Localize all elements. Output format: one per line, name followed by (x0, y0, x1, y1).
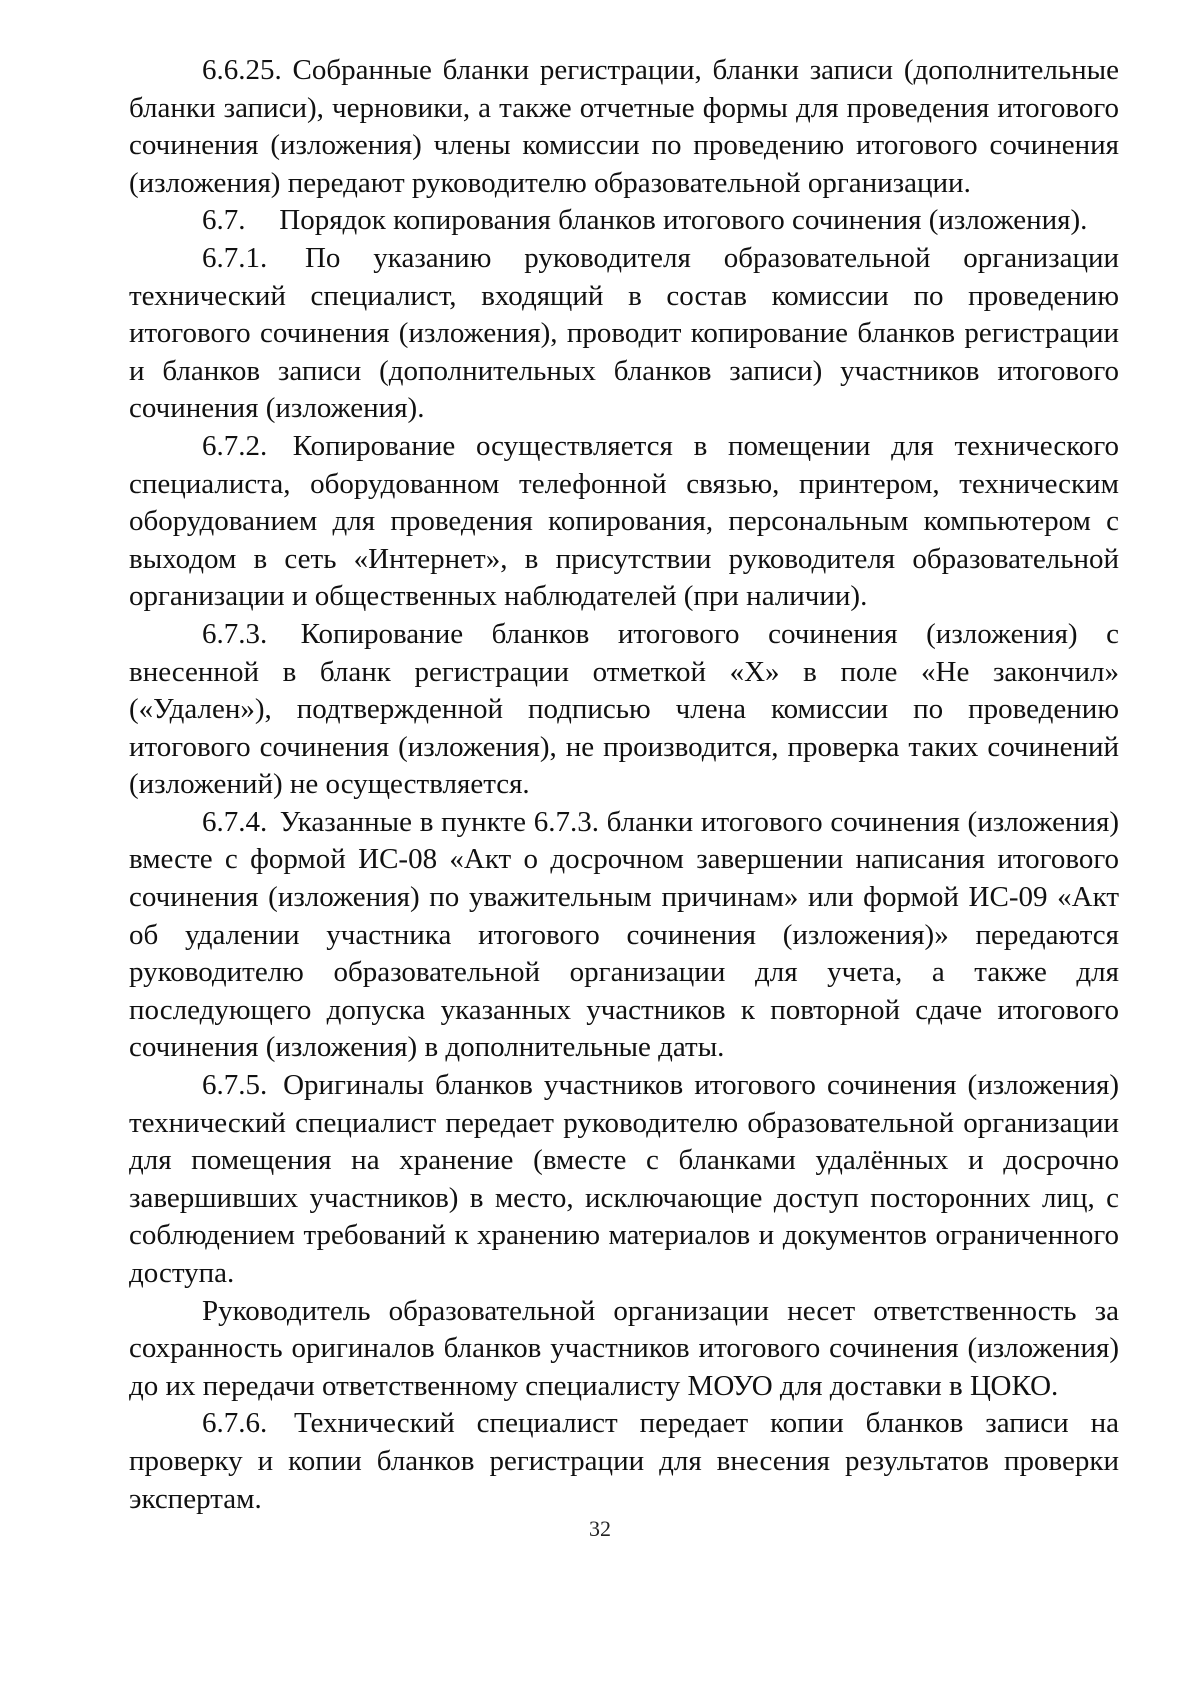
paragraph-6-7-4 (129, 804, 1119, 1067)
paragraph-text: Указанные в пункте 6.7.3. бланки итогового сочинения (изложения) вместе с формой ИС-08 «Акт о досрочном завершении написания итогового сочинения (изложения) по уважительным причинам» или формой ИС-09 «Акт об удалении участника итогового сочинения (изложения)» передаются руководителю образовательной организации для учета, а также для последующего допуска указанных участников к повторной сдаче итогового сочинения (изложения) в дополнительные даты. (129, 805, 1119, 1064)
paragraph-text: Руководитель образовательной организации несет ответственность за сохранность оригиналов бланков участников итогового сочинения (изложения) до их передачи ответственному специалисту МОУО для доставки в ЦОКО. (129, 1294, 1119, 1402)
page-number: 32 (589, 1516, 611, 1541)
paragraph-number: 6.7.1. (202, 241, 268, 274)
paragraph-number: 6.7.4. (202, 805, 268, 838)
paragraph-6-6-25 (129, 52, 1119, 202)
paragraph-text: Копирование осуществляется в помещении для технического специалиста, оборудованном телефонной связью, принтером, техническим оборудованием для проведения копирования, персональным компьютером с выходом в сеть «Интернет», в присутствии руководителя образовательной организации и общественных наблюдателей (при наличии). (129, 429, 1119, 613)
paragraph-number: 6.7.2. (202, 429, 268, 462)
paragraph-6-7-6 (129, 1405, 1119, 1518)
document-page (129, 52, 1119, 1518)
paragraph-6-7-1 (129, 240, 1119, 428)
paragraph-6-7-2 (129, 428, 1119, 616)
paragraph-text: Оригиналы бланков участников итогового сочинения (изложения) технический специалист передает руководителю образовательной организации для помещения на хранение (вместе с бланками удалённых и досрочно завершивших участников) в место, исключающие доступ посторонних лиц, с соблюдением требований к хранению материалов и документов ограниченного доступа. (129, 1069, 1119, 1289)
paragraph-number: 6.7. (202, 204, 246, 237)
paragraph-number: 6.7.5. (202, 1069, 268, 1102)
paragraph-responsibility (129, 1293, 1119, 1406)
paragraph-text: Порядок копирования бланков итогового сочинения (изложения). (279, 204, 1088, 237)
paragraph-text: Технический специалист передает копии бланков записи на проверку и копии бланков регистрации для внесения результатов проверки экспертам. (129, 1407, 1120, 1515)
paragraph-number: 6.7.3. (202, 617, 268, 650)
paragraph-6-7 (129, 202, 1119, 240)
paragraph-number: 6.7.6. (202, 1407, 268, 1440)
paragraph-text: Копирование бланков итогового сочинения (изложения) с внесенной в бланк регистрации отметкой «Х» в поле «Не закончил» («Удален»), подтвержденной подписью члена комиссии по проведению итогового сочинения (изложения), не производится, проверка таких сочинений (изложений) не осуществляется. (129, 617, 1120, 801)
paragraph-text: Собранные бланки регистрации, бланки записи (дополнительные бланки записи), черновики, а также отчетные формы для проведения итогового сочинения (изложения) члены комиссии по проведению итогового сочинения (изложения) передают руководителю образовательной организации. (129, 54, 1120, 199)
paragraph-6-7-5 (129, 1067, 1119, 1293)
paragraph-text: По указанию руководителя образовательной организации технический специалист, входящий в состав комиссии по проведению итогового сочинения (изложения), проводит копирование бланков регистрации и бланков записи (дополнительных бланков записи) участников итогового сочинения (изложения). (129, 241, 1119, 425)
paragraph-number: 6.6.25. (202, 54, 282, 86)
paragraph-6-7-3 (129, 616, 1119, 804)
